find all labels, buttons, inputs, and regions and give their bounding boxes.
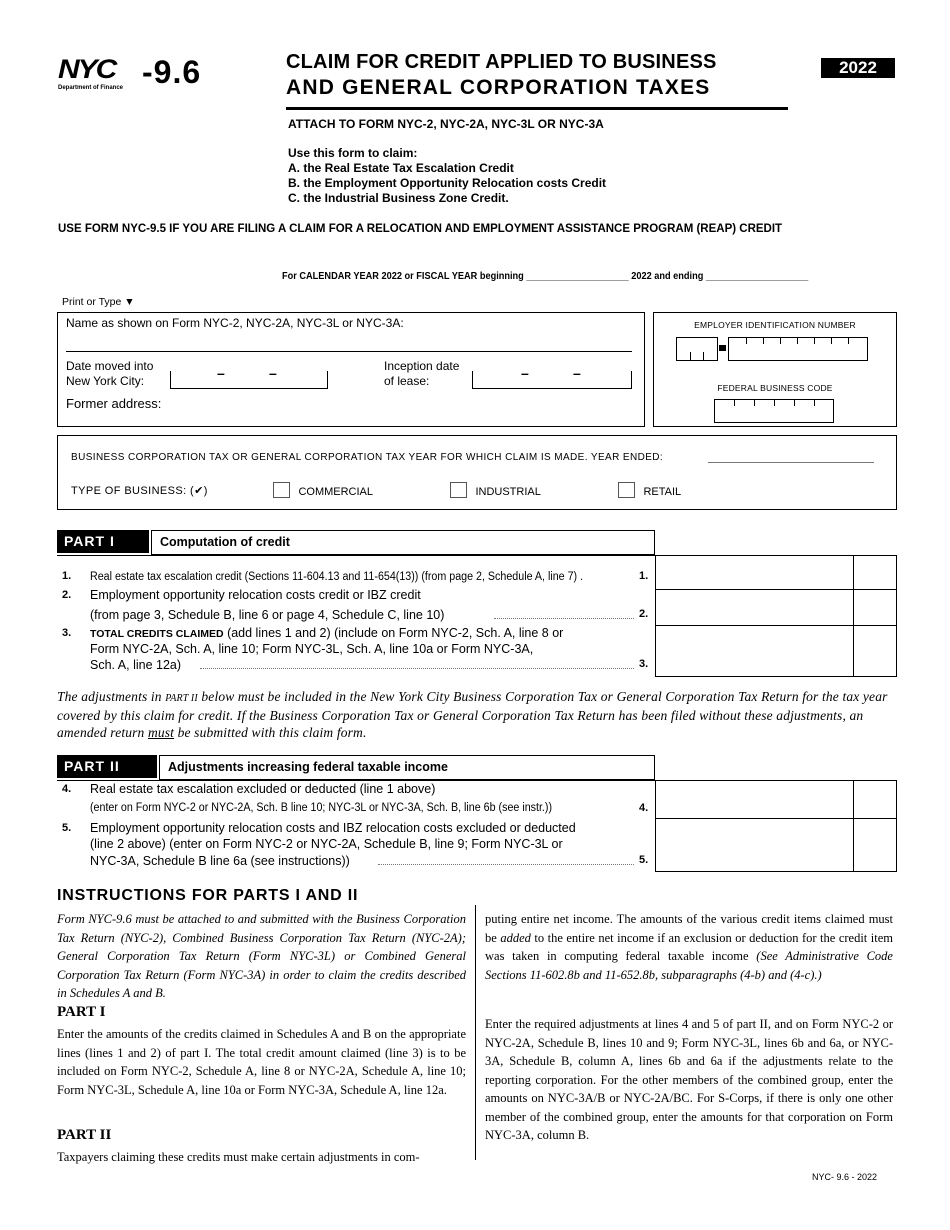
inception-date-input[interactable]: [472, 365, 632, 389]
ein-prefix-input[interactable]: [676, 337, 718, 361]
line3-ref: 3.: [639, 658, 649, 670]
digit-tick: [780, 338, 781, 344]
digit-tick: [703, 352, 704, 360]
line4-amount-input[interactable]: [655, 780, 854, 819]
retail-checkbox[interactable]: [618, 482, 635, 498]
line5-cents-input[interactable]: [853, 818, 897, 872]
line2-amount-input[interactable]: [655, 589, 854, 626]
name-input[interactable]: [66, 351, 632, 352]
note-pre: The adjustments in: [57, 689, 166, 704]
date-separator: –: [269, 365, 277, 381]
part1-tag: PART I: [57, 530, 149, 553]
industrial-label: INDUSTRIAL: [475, 486, 541, 498]
line2-text-b: (from page 3, Schedule B, line 6 or page 4, Schedule C, line 10): [90, 608, 445, 622]
tax-year-badge: 2022: [821, 58, 895, 78]
digit-tick: [754, 400, 755, 406]
credit-item-c: C. the Industrial Business Zone Credit.: [288, 191, 509, 205]
former-address-input[interactable]: [178, 395, 628, 421]
instructions-part2-text: Taxpayers claiming these credits must make certain adjustments in com-: [57, 1150, 420, 1164]
line3-text-b: Form NYC-2A, Sch. A, line 10; Form NYC-3L, Sch. A, line 10a or Form NYC-3A,: [90, 642, 534, 656]
line2-text-a: Employment opportunity relocation costs credit or IBZ credit: [90, 588, 421, 602]
part2-title: Adjustments increasing federal taxable income: [159, 755, 655, 780]
instructions-part1-heading: PART I: [57, 1004, 106, 1020]
logo-text: NYC: [58, 54, 116, 85]
digit-tick: [814, 400, 815, 406]
line4-ref: 4.: [639, 802, 649, 814]
digit-tick: [774, 400, 775, 406]
digit-tick: [746, 338, 747, 344]
form-number: -9.6: [142, 54, 202, 90]
line2-ref: 2.: [639, 608, 649, 620]
tax-year-ended-label: BUSINESS CORPORATION TAX OR GENERAL CORPORATION TAX YEAR FOR WHICH CLAIM IS MADE. YEAR ENDED:: [71, 452, 664, 463]
commercial-checkbox[interactable]: [273, 482, 290, 498]
line5-number: 5.: [62, 822, 72, 834]
date-moved-label: [66, 359, 153, 389]
adjustments-note: [57, 688, 895, 741]
digit-tick: [814, 338, 815, 344]
retail-option[interactable]: [618, 482, 681, 503]
attach-instruction: ATTACH TO FORM NYC-2, NYC-2A, NYC-3L OR NYC-3A: [288, 117, 604, 131]
reap-notice: USE FORM NYC-9.5 IF YOU ARE FILING A CLAIM FOR A RELOCATION AND EMPLOYMENT ASSISTANCE PROGRAM (REAP) CREDIT: [58, 223, 783, 235]
print-or-type-label: Print or Type ▼: [62, 296, 135, 308]
line5-text-a: Employment opportunity relocation costs and IBZ relocation costs excluded or deducted: [90, 821, 576, 835]
line4-text-a: Real estate tax escalation excluded or deducted (line 1 above): [90, 782, 436, 796]
date-separator: –: [217, 365, 225, 381]
instructions-part2-heading: PART II: [57, 1127, 112, 1143]
note-part-ref: PART II: [165, 693, 198, 704]
digit-tick: [794, 400, 795, 406]
line5-text-b: (line 2 above) (enter on Form NYC-2 or NYC-2A, Schedule B, line 9; Form NYC-3L or: [90, 837, 563, 851]
commercial-label: COMMERCIAL: [298, 486, 374, 498]
name-label: Name as shown on Form NYC-2, NYC-2A, NYC-3L or NYC-3A:: [66, 316, 404, 330]
digit-tick: [831, 338, 832, 344]
credit-list: [288, 146, 606, 206]
instructions-col2-para2: Enter the required adjustments at lines 4 and 5 of part II, and on Form NYC-2 or NYC-2A, Schedule B, lines 10 and 9; Form NYC-3L, lines 6b and 6a, or NYC-3A, Schedule B, column A, lines 6b and 6a if the adjustments relate to the reporting corporation. For the other members of the combined group, enter the amounts on NYC-3A/B or NYC-2A/BC. For S-Corps, if there is only one other member of the combined group, enter the amounts for that corporation on Form NYC-3A, column B.: [485, 1017, 893, 1142]
form-title-line2: AND GENERAL CORPORATION TAXES: [286, 76, 711, 99]
industrial-checkbox[interactable]: [450, 482, 467, 498]
industrial-option[interactable]: [450, 482, 541, 503]
footer-form-id: NYC- 9.6 - 2022: [812, 1172, 878, 1182]
col2-p1-c: (See Administrative Code Sections 11-602.8b and 11-652.8b, subparagraphs (4-b) and (4-c).): [485, 949, 893, 982]
type-of-business-label: TYPE OF BUSINESS: (✔): [71, 485, 208, 497]
ein-box: [653, 312, 897, 427]
federal-business-code-input[interactable]: [714, 399, 834, 423]
instructions-intro: Form NYC-9.6 must be attached to and submitted with the Business Corporation Tax Return (NYC-2), Combined Business Corporation Tax Return (NYC-2A); General Corporation Tax Return (Form NYC-3L) or Combined General Corporation Tax Return (Form NYC-3A) in order to claim the credits described in Schedules A and B.: [57, 912, 466, 1000]
fbc-label: FEDERAL BUSINESS CODE: [717, 383, 833, 393]
date-moved-label-line2: New York City:: [66, 374, 145, 388]
instructions-col2-para1: [485, 910, 893, 984]
digit-tick: [848, 338, 849, 344]
line3-cents-input[interactable]: [853, 625, 897, 677]
line3-leader: [200, 668, 634, 669]
instructions-heading: INSTRUCTIONS FOR PARTS I AND II: [57, 887, 359, 904]
part1-title: Computation of credit: [151, 530, 655, 555]
business-type-box: [57, 435, 897, 510]
taxpayer-info-box: [57, 312, 645, 427]
date-moved-input[interactable]: [170, 365, 328, 389]
col2-p1-added: added: [500, 930, 531, 945]
line1-text: Real estate tax escalation credit (Sections 11-604.13 and 11-654(13)) (from page 2, Schedule A, line 7) .: [90, 571, 584, 583]
note-must: must: [147, 725, 175, 740]
line1-number: 1.: [62, 570, 72, 582]
ein-label: EMPLOYER IDENTIFICATION NUMBER: [694, 320, 856, 330]
column-divider: [475, 905, 476, 1160]
line3-bold-label: TOTAL CREDITS CLAIMED: [90, 628, 224, 640]
former-address-label: Former address:: [66, 396, 162, 411]
title-rule: [286, 107, 788, 110]
calendar-year-line[interactable]: For CALENDAR YEAR 2022 or FISCAL YEAR beginning ____________________ 2022 and ending ____________________: [282, 271, 809, 282]
line2-leader: [494, 618, 634, 619]
credit-list-intro: Use this form to claim:: [288, 146, 418, 160]
digit-tick: [797, 338, 798, 344]
line5-leader: [378, 864, 634, 865]
line2-number: 2.: [62, 589, 72, 601]
date-separator: –: [521, 365, 529, 381]
year-ended-input[interactable]: [708, 462, 874, 463]
ein-dash: [719, 345, 726, 351]
date-separator: –: [573, 365, 581, 381]
line3-text-c: Sch. A, line 12a): [90, 658, 182, 672]
credit-item-b: B. the Employment Opportunity Relocation costs Credit: [288, 176, 607, 190]
line4-text-b: (enter on Form NYC-2 or NYC-2A, Sch. B line 10; NYC-3L or NYC-3A, Sch. B, line 6b (see instr.)): [90, 802, 553, 814]
nyc-logo: [58, 56, 136, 91]
inception-label: [384, 359, 459, 389]
retail-label: RETAIL: [643, 486, 682, 498]
col2-p1-a: puting entire net income. The amounts of the various credit items claimed must be: [485, 912, 893, 945]
commercial-option[interactable]: [273, 482, 373, 503]
line4-number: 4.: [62, 783, 72, 795]
note-end: be submitted with this claim form.: [174, 725, 367, 740]
ein-suffix-input[interactable]: [728, 337, 868, 361]
logo-department: Department of Finance: [58, 85, 124, 91]
note-post: below must be included in the New York City Business Corporation Tax or General Corporation Tax Return for the tax year covered by this claim for credit. If the Business Corporation Tax or General Corporation Tax Return has been filed without these adjustments, an amended return: [57, 689, 888, 740]
digit-tick: [690, 352, 691, 360]
inception-label-line2: of lease:: [384, 374, 430, 388]
line5-amount-input[interactable]: [655, 818, 854, 872]
line3-number: 3.: [62, 627, 72, 639]
part2-tag: PART II: [57, 755, 157, 778]
line3-amount-input[interactable]: [655, 625, 854, 677]
line1-amount-input[interactable]: [655, 555, 854, 590]
line1-cents-input[interactable]: [853, 555, 897, 590]
line5-ref: 5.: [639, 854, 649, 866]
digit-tick: [734, 400, 735, 406]
form-title-line1: CLAIM FOR CREDIT APPLIED TO BUSINESS: [286, 51, 717, 73]
inception-label-line1: Inception date: [384, 359, 460, 373]
digit-tick: [763, 338, 764, 344]
line3-text-a: [90, 625, 563, 642]
line4-cents-input[interactable]: [853, 780, 897, 819]
line5-text-c: NYC-3A, Schedule B line 6a (see instructions)): [90, 854, 350, 868]
line3-text-a-rest: (add lines 1 and 2) (include on Form NYC-2, Sch. A, line 8 or: [223, 626, 564, 640]
line1-ref: 1.: [639, 570, 649, 582]
instructions-part1-text: Enter the amounts of the credits claimed in Schedules A and B on the appropriate lines (lines 1 and 2) of part I. The total credit amount claimed (line 3) is to be included on Form NYC-2, Schedule A, line 8 or NYC-2A, Schedule A, line 10; Form NYC-3L, Schedule A, line 10a or Form NYC-3A, Schedule A, line 12a.: [57, 1027, 466, 1097]
line2-cents-input[interactable]: [853, 589, 897, 626]
date-moved-label-line1: Date moved into: [66, 359, 154, 373]
credit-item-a: A. the Real Estate Tax Escalation Credit: [288, 161, 514, 175]
col2-p1-b: to the entire net income if an exclusion or deduction for the credit item was taken in computing federal taxable income: [485, 930, 893, 963]
